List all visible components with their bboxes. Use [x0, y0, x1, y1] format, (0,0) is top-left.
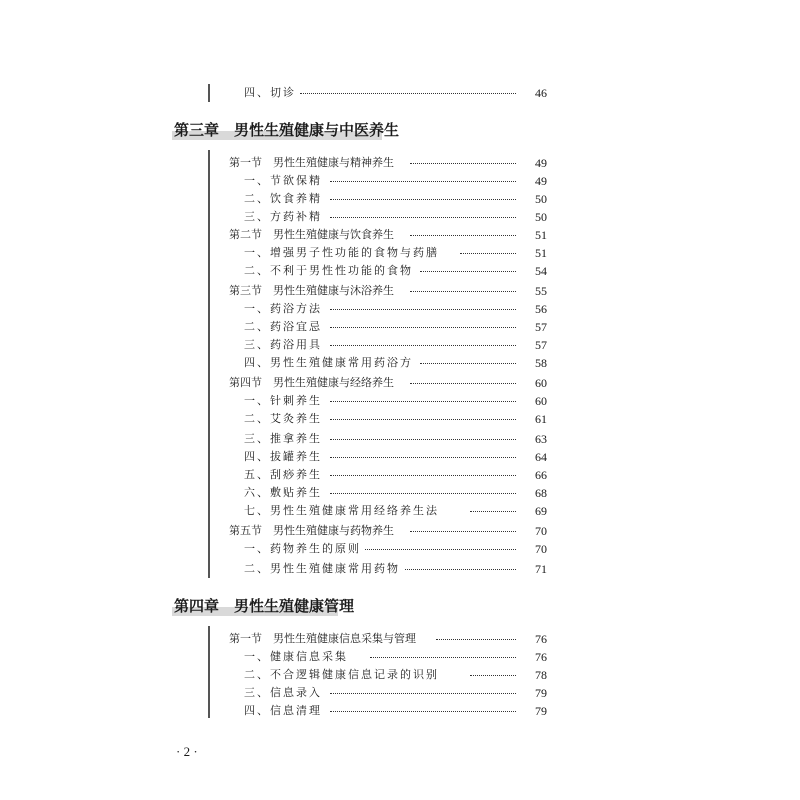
toc-section	[0, 522, 800, 540]
toc-item-label: 七、男性生殖健康常用经络养生法	[244, 502, 443, 520]
toc-item-page: 69	[535, 504, 547, 518]
toc-section	[0, 154, 800, 172]
dot-leader	[410, 163, 516, 164]
dot-leader	[460, 253, 516, 254]
dot-leader	[330, 217, 516, 218]
toc-item-label: 二、饮食养精	[244, 190, 326, 208]
toc-item-page: 57	[535, 338, 547, 352]
toc-section-page: 49	[535, 156, 547, 170]
dot-leader	[470, 511, 516, 512]
toc-item-label: 一、药浴方法	[244, 300, 326, 318]
toc-item-page: 60	[535, 394, 547, 408]
toc-item-label: 一、药物养生的原则	[244, 540, 365, 558]
chapter-title: 第三章 男性生殖健康与中医养生	[174, 121, 400, 139]
toc-section	[0, 630, 800, 648]
toc-section	[0, 226, 800, 244]
dot-leader	[330, 475, 516, 476]
toc-section-label: 第四节 男性生殖健康与经络养生	[229, 374, 398, 392]
toc-section-label: 第一节 男性生殖健康与精神养生	[229, 154, 398, 172]
toc-item-page: 56	[535, 302, 547, 316]
toc-item-page: 49	[535, 174, 547, 188]
toc-item	[0, 684, 800, 702]
toc-item-page: 50	[535, 192, 547, 206]
toc-item-page: 61	[535, 412, 547, 426]
toc-item	[0, 560, 800, 578]
toc-section-label: 第五节 男性生殖健康与药物养生	[229, 522, 398, 540]
toc-section-page: 70	[535, 524, 547, 538]
toc-item-page: 57	[535, 320, 547, 334]
toc-item-label: 一、增强男子性功能的食物与药膳	[244, 244, 443, 262]
toc-item-label: 四、信息清理	[244, 702, 326, 720]
toc-item	[0, 354, 800, 372]
toc-section	[0, 282, 800, 300]
dot-leader	[410, 291, 516, 292]
toc-item-page: 63	[535, 432, 547, 446]
toc-item-page: 76	[535, 650, 547, 664]
toc-item-page: 51	[535, 246, 547, 260]
toc-item	[0, 318, 800, 336]
toc-item-page: 54	[535, 264, 547, 278]
page-number: · 2 ·	[176, 744, 198, 759]
toc-item-label: 三、药浴用具	[244, 336, 326, 354]
toc-item	[0, 448, 800, 466]
toc-item-label: 四、拔罐养生	[244, 448, 326, 466]
dot-leader	[330, 493, 516, 494]
toc-item	[0, 466, 800, 484]
toc-section-page: 55	[535, 284, 547, 298]
toc-item-label: 三、信息录入	[244, 684, 326, 702]
toc-item	[0, 190, 800, 208]
toc-item-label: 一、节欲保精	[244, 172, 326, 190]
toc-item-label: 三、推拿养生	[244, 430, 326, 448]
toc-item-label: 四、切诊	[244, 84, 300, 102]
dot-leader	[330, 457, 516, 458]
dot-leader	[436, 639, 516, 640]
toc-item	[0, 244, 800, 262]
toc-item	[0, 540, 800, 558]
dot-leader	[330, 327, 516, 328]
toc-item-label: 三、方药补精	[244, 208, 326, 226]
dot-leader	[330, 309, 516, 310]
toc-item	[0, 484, 800, 502]
dot-leader	[330, 345, 516, 346]
toc-item	[0, 666, 800, 684]
toc-item-label: 一、针刺养生	[244, 392, 326, 410]
toc-item-page: 58	[535, 356, 547, 370]
chapter-title: 第四章 男性生殖健康管理	[174, 597, 355, 615]
dot-leader	[330, 419, 516, 420]
dot-leader	[370, 657, 516, 658]
dot-leader	[410, 383, 516, 384]
toc-item	[0, 336, 800, 354]
toc-item	[0, 84, 800, 102]
toc-item-page: 70	[535, 542, 547, 556]
dot-leader	[410, 531, 516, 532]
toc-item-label: 二、药浴宜忌	[244, 318, 326, 336]
dot-leader	[470, 675, 516, 676]
dot-leader	[330, 199, 516, 200]
toc-section-page: 60	[535, 376, 547, 390]
toc-item	[0, 502, 800, 520]
toc-item	[0, 648, 800, 666]
dot-leader	[330, 401, 516, 402]
dot-leader	[300, 93, 516, 94]
toc-item-label: 六、敷贴养生	[244, 484, 326, 502]
toc-item	[0, 410, 800, 428]
dot-leader	[420, 271, 516, 272]
toc-item-label: 二、不利于男性性功能的食物	[244, 262, 417, 280]
toc-section-page: 76	[535, 632, 547, 646]
dot-leader	[330, 439, 516, 440]
toc-item-page: 78	[535, 668, 547, 682]
toc-item-page: 68	[535, 486, 547, 500]
dot-leader	[360, 549, 516, 550]
toc-section-label: 第三节 男性生殖健康与沐浴养生	[229, 282, 398, 300]
toc-item	[0, 702, 800, 720]
toc-item-page: 79	[535, 704, 547, 718]
toc-item-page: 50	[535, 210, 547, 224]
toc-item-page: 71	[535, 562, 547, 576]
toc-item-label: 二、艾灸养生	[244, 410, 326, 428]
toc-item-page: 64	[535, 450, 547, 464]
toc-item-page: 66	[535, 468, 547, 482]
toc-item-label: 四、男性生殖健康常用药浴方	[244, 354, 417, 372]
toc-item-label: 五、刮痧养生	[244, 466, 326, 484]
toc-section-label: 第二节 男性生殖健康与饮食养生	[229, 226, 398, 244]
toc-section-page: 51	[535, 228, 547, 242]
toc-item	[0, 172, 800, 190]
dot-leader	[330, 693, 516, 694]
toc-item-label: 二、不合逻辑健康信息记录的识别	[244, 666, 443, 684]
toc-item-page: 79	[535, 686, 547, 700]
toc-item	[0, 300, 800, 318]
toc-item-label: 二、男性生殖健康常用药物	[244, 560, 404, 578]
dot-leader	[330, 181, 516, 182]
toc-item-page: 46	[535, 86, 547, 100]
toc-section	[0, 374, 800, 392]
toc-section-label: 第一节 男性生殖健康信息采集与管理	[229, 630, 420, 648]
dot-leader	[410, 235, 516, 236]
toc-item	[0, 262, 800, 280]
dot-leader	[420, 363, 516, 364]
toc-item-label: 一、健康信息采集	[244, 648, 352, 666]
dot-leader	[330, 711, 516, 712]
dot-leader	[400, 569, 516, 570]
toc-item	[0, 392, 800, 410]
toc-item	[0, 208, 800, 226]
toc-item	[0, 430, 800, 448]
